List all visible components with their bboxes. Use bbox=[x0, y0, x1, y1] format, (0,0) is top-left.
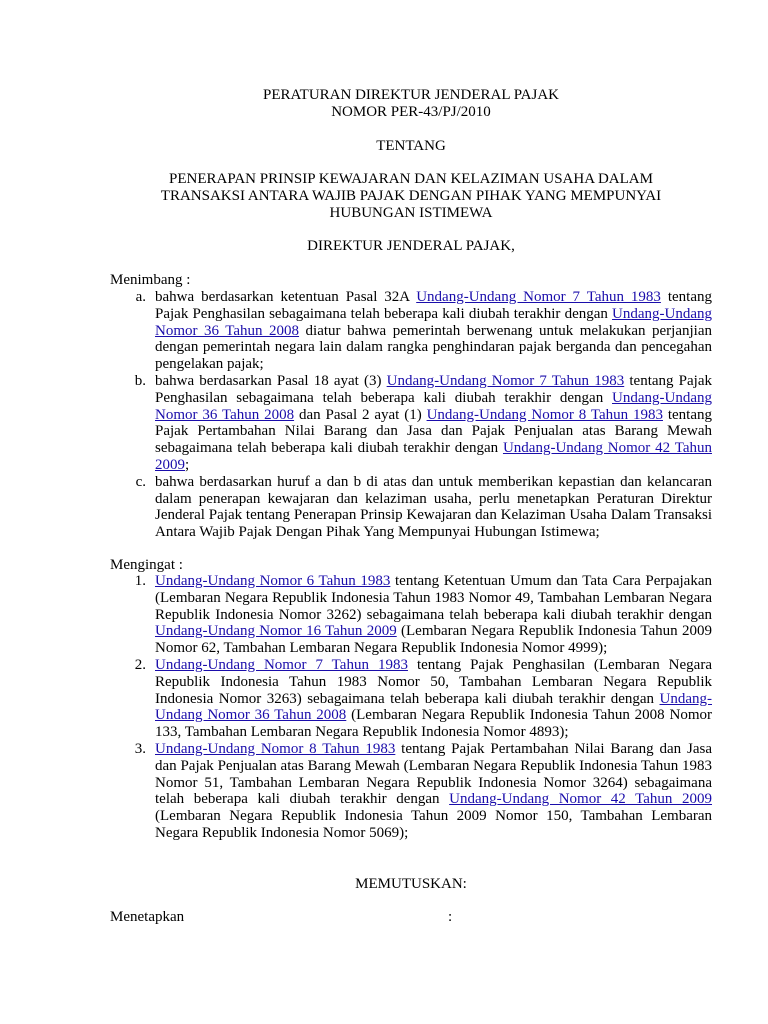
mengingat-item-marker: 1. bbox=[134, 573, 146, 589]
menimbang-item-text: dan Pasal 2 ayat (1) bbox=[294, 406, 427, 423]
law-reference-link[interactable]: Undang-Undang Nomor 6 Tahun 1983 bbox=[155, 573, 391, 589]
mengingat-item bbox=[110, 573, 712, 657]
menetapkan-colon: : bbox=[448, 909, 453, 925]
mengingat-item-text: tentang Pajak Penghasilan (Lembaran Negara Republik Indonesia Tahun 1983 Nomor 50, Tambahan Lembaran Negara Republik Indonesia Nomor 3263) sebagaimana telah beberapa kali diubah terakhir dengan bbox=[155, 656, 712, 707]
mengingat-label: Mengingat : bbox=[110, 557, 183, 573]
memutuskan-heading: MEMUTUSKAN: bbox=[355, 876, 467, 892]
menimbang-item bbox=[110, 289, 712, 373]
law-reference-link[interactable]: Undang-Undang Nomor 36 Tahun 2008 bbox=[155, 305, 712, 339]
menimbang-item-text: ; bbox=[185, 456, 190, 473]
menimbang-item-text: bahwa berdasarkan huruf a dan b di atas dan untuk memberikan kepastian dan kelancaran dalam penerapan kewajaran dan kelaziman usaha, perlu menetapkan Peraturan Direktur Jenderal Pajak tentang Penerapan Prinsip Kewajaran dan Kelaziman Usaha Dalam Transaksi Antara Wajib Pajak Dengan Pihak Yang Mempunyai Hubungan Istimewa; bbox=[155, 473, 712, 541]
menimbang-list bbox=[110, 289, 712, 541]
mengingat-item bbox=[110, 657, 712, 741]
mengingat-item-marker: 3. bbox=[134, 740, 146, 757]
menimbang-item-text: tentang Pajak Penghasilan sebagaimana telah beberapa kali diubah terakhir dengan bbox=[155, 289, 712, 322]
law-reference-link[interactable]: Undang-Undang Nomor 42 Tahun 2009 bbox=[449, 791, 712, 808]
menimbang-item-text: bahwa berdasarkan ketentuan Pasal 32A bbox=[155, 289, 417, 305]
law-reference-link[interactable]: Undang-Undang Nomor 42 Tahun 2009 bbox=[155, 440, 712, 473]
law-reference-link[interactable]: Undang-Undang Nomor 36 Tahun 2008 bbox=[155, 690, 712, 724]
regulation-title: PERATURAN DIREKTUR JENDERAL PAJAK bbox=[263, 87, 559, 103]
issuer-heading: DIREKTUR JENDERAL PAJAK, bbox=[307, 238, 515, 254]
menimbang-item bbox=[110, 474, 712, 541]
menimbang-item-text: bahwa berdasarkan Pasal 18 ayat (3) bbox=[155, 372, 387, 389]
mengingat-item-text: (Lembaran Negara Republik Indonesia Tahun 2008 Nomor 133, Tambahan Lembaran Negara Republik Indonesia Nomor 4893); bbox=[155, 707, 712, 741]
law-reference-link[interactable]: Undang-Undang Nomor 8 Tahun 1983 bbox=[426, 406, 663, 423]
mengingat-item-marker: 2. bbox=[134, 656, 146, 673]
mengingat-item-text: (Lembaran Negara Republik Indonesia Tahun 2009 Nomor 150, Tambahan Lembaran Negara Republik Indonesia Nomor 5069); bbox=[155, 808, 712, 841]
menimbang-item-text: tentang Pajak Pertambahan Nilai Barang dan Jasa dan Pajak Penjualan atas Barang Mewah sebagaimana telah beberapa kali diubah terakhir dengan bbox=[155, 406, 712, 457]
mengingat-item bbox=[110, 741, 712, 842]
menimbang-item-text: diatur bahwa pemerintah berwenang untuk melakukan perjanjian dengan pemerintah negara lain dalam rangka penghindaran pajak berganda dan pencegahan pengelakan pajak; bbox=[155, 322, 712, 373]
law-reference-link[interactable]: Undang-Undang Nomor 7 Tahun 1983 bbox=[416, 289, 661, 305]
regulation-subject: PENERAPAN PRINSIP KEWAJARAN DAN KELAZIMAN USAHA DALAM TRANSAKSI ANTARA WAJIB PAJAK DENGAN PIHAK YANG MEMPUNYAI HUBUNGAN ISTIMEWA bbox=[160, 171, 662, 221]
mengingat-item-text: tentang Pajak Pertambahan Nilai Barang dan Jasa dan Pajak Penjualan atas Barang Mewah (Lembaran Negara Republik Indonesia Tahun 1983 Nomor 51, Tambahan Lembaran Negara Republik Indonesia Nomor 3264) sebagaimana telah beberapa kali diubah terakhir dengan bbox=[155, 740, 712, 808]
menimbang-item-marker: c. bbox=[135, 473, 146, 490]
menetapkan-label: Menetapkan bbox=[110, 909, 185, 925]
mengingat-list bbox=[110, 573, 712, 842]
menimbang-item-marker: b. bbox=[134, 372, 146, 389]
menimbang-item-marker: a. bbox=[135, 289, 146, 305]
law-reference-link[interactable]: Undang-Undang Nomor 16 Tahun 2009 bbox=[155, 623, 397, 640]
law-reference-link[interactable]: Undang-Undang Nomor 7 Tahun 1983 bbox=[386, 372, 625, 389]
regulation-number: NOMOR PER-43/PJ/2010 bbox=[331, 104, 491, 120]
menimbang-item bbox=[110, 373, 712, 474]
law-reference-link[interactable]: Undang-Undang Nomor 8 Tahun 1983 bbox=[155, 740, 396, 757]
menimbang-label: Menimbang : bbox=[110, 272, 191, 288]
mengingat-item-text: (Lembaran Negara Republik Indonesia Tahun 2009 Nomor 62, Tambahan Lembaran Negara Republik Indonesia Nomor 4999); bbox=[155, 623, 712, 657]
menimbang-item-text: tentang Pajak Penghasilan sebagaimana telah beberapa kali diubah terakhir dengan bbox=[155, 372, 712, 406]
law-reference-link[interactable]: Undang-Undang Nomor 36 Tahun 2008 bbox=[155, 389, 712, 423]
mengingat-item-text: tentang Ketentuan Umum dan Tata Cara Perpajakan (Lembaran Negara Republik Indonesia Tahun 1983 Nomor 49, Tambahan Lembaran Negara Republik Indonesia Nomor 3262) sebagaimana telah beberapa kali diubah terakhir dengan bbox=[155, 573, 712, 623]
about-heading: TENTANG bbox=[376, 138, 446, 154]
law-reference-link[interactable]: Undang-Undang Nomor 7 Tahun 1983 bbox=[155, 656, 408, 673]
